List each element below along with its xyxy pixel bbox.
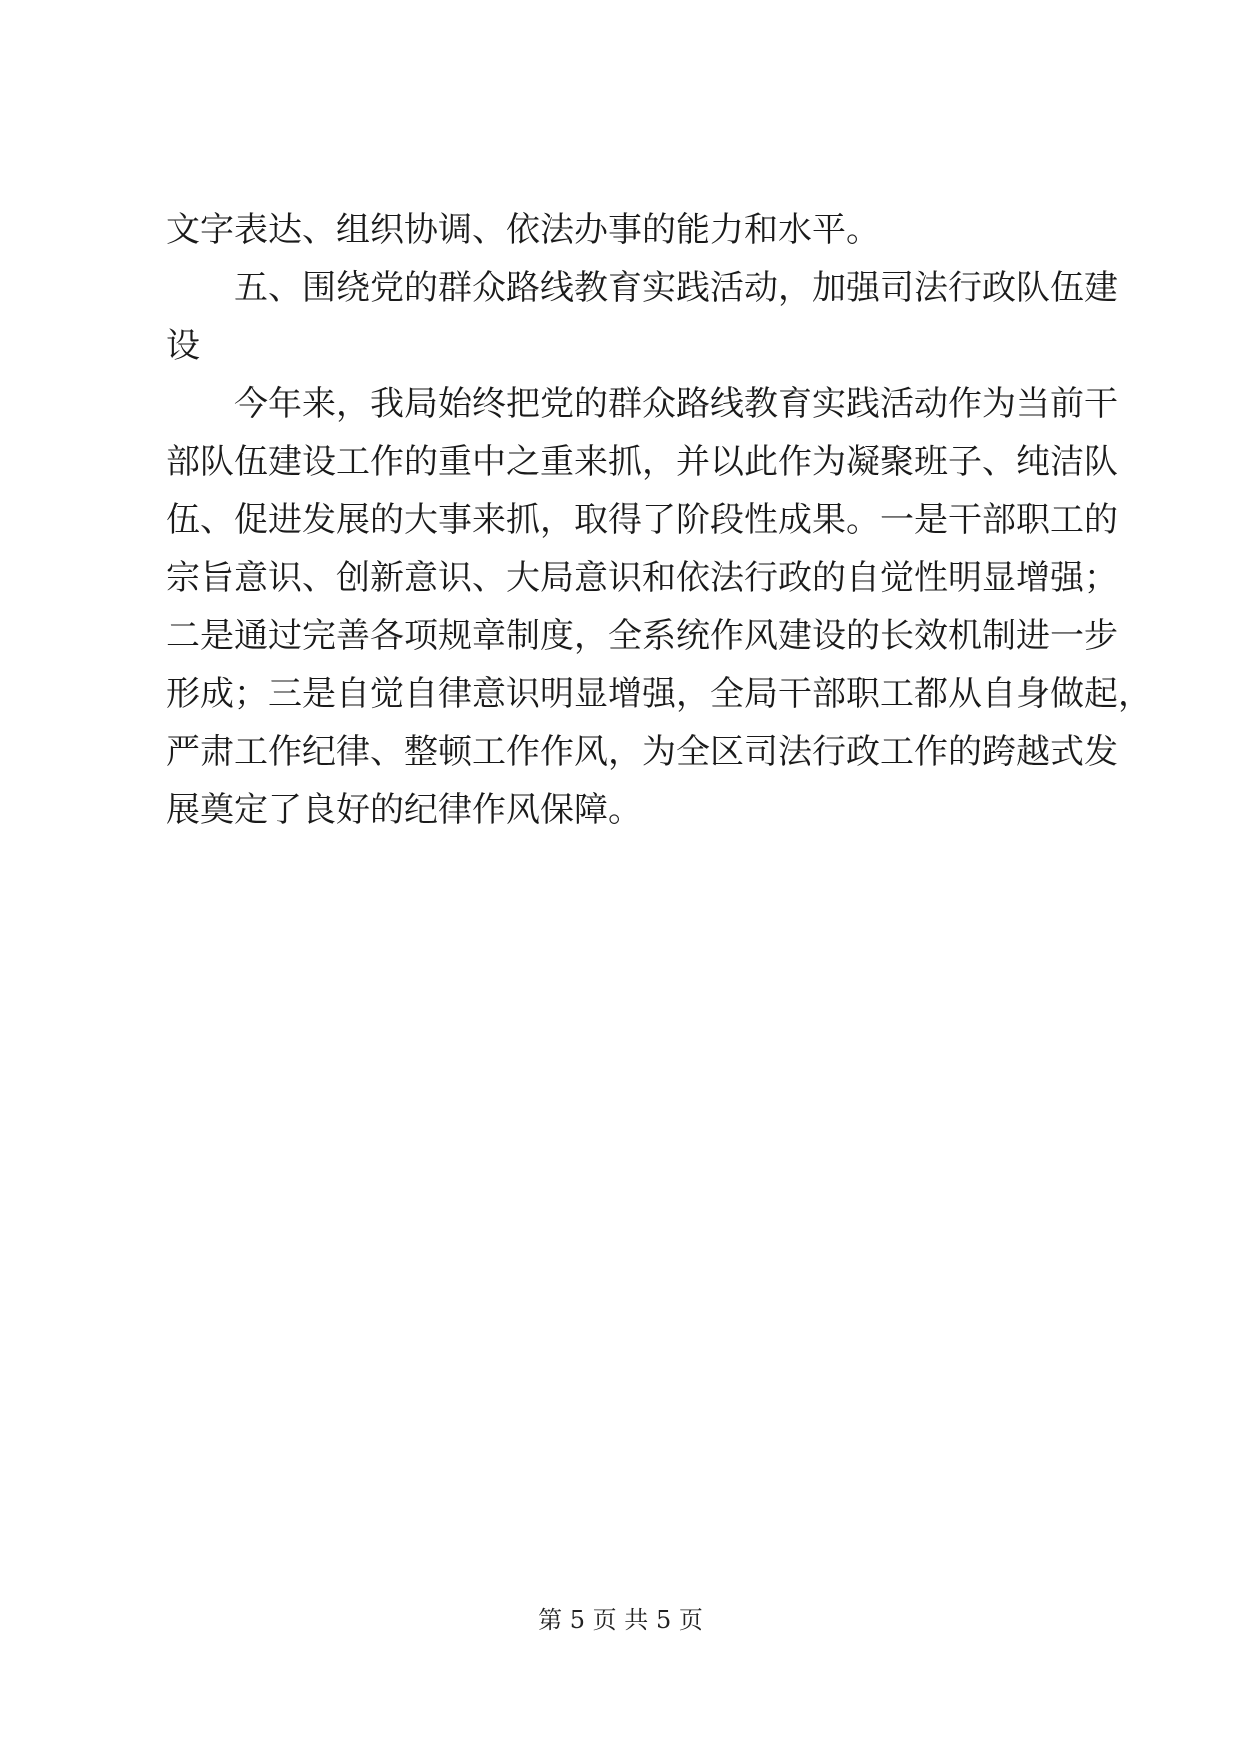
paragraph-line-4: 宗旨意识、创新意识、大局意识和依法行政的自觉性明显增强；	[166, 558, 1118, 598]
paragraph-line-2: 部队伍建设工作的重中之重来抓，并以此作为凝聚班子、纯洁队	[166, 442, 1118, 482]
section-heading-line-1: 五、围绕党的群众路线教育实践活动，加强司法行政队伍建	[234, 268, 1118, 308]
paragraph-line-6: 形成；三是自觉自律意识明显增强，全局干部职工都从自身做起，	[166, 674, 1152, 714]
paragraph-line-8: 展奠定了良好的纪律作风保障。	[166, 790, 642, 830]
page-number-footer: 第 5 页 共 5 页	[538, 1606, 703, 1634]
paragraph-line-5: 二是通过完善各项规章制度，全系统作风建设的长效机制进一步	[166, 616, 1118, 656]
text-line-1: 文字表达、组织协调、依法办事的能力和水平。	[166, 210, 880, 250]
paragraph-line-1: 今年来，我局始终把党的群众路线教育实践活动作为当前干	[234, 384, 1118, 424]
section-heading-line-2: 设	[166, 326, 200, 366]
paragraph-line-7: 严肃工作纪律、整顿工作作风，为全区司法行政工作的跨越式发	[166, 732, 1118, 772]
paragraph-line-3: 伍、促进发展的大事来抓，取得了阶段性成果。一是干部职工的	[166, 500, 1118, 540]
